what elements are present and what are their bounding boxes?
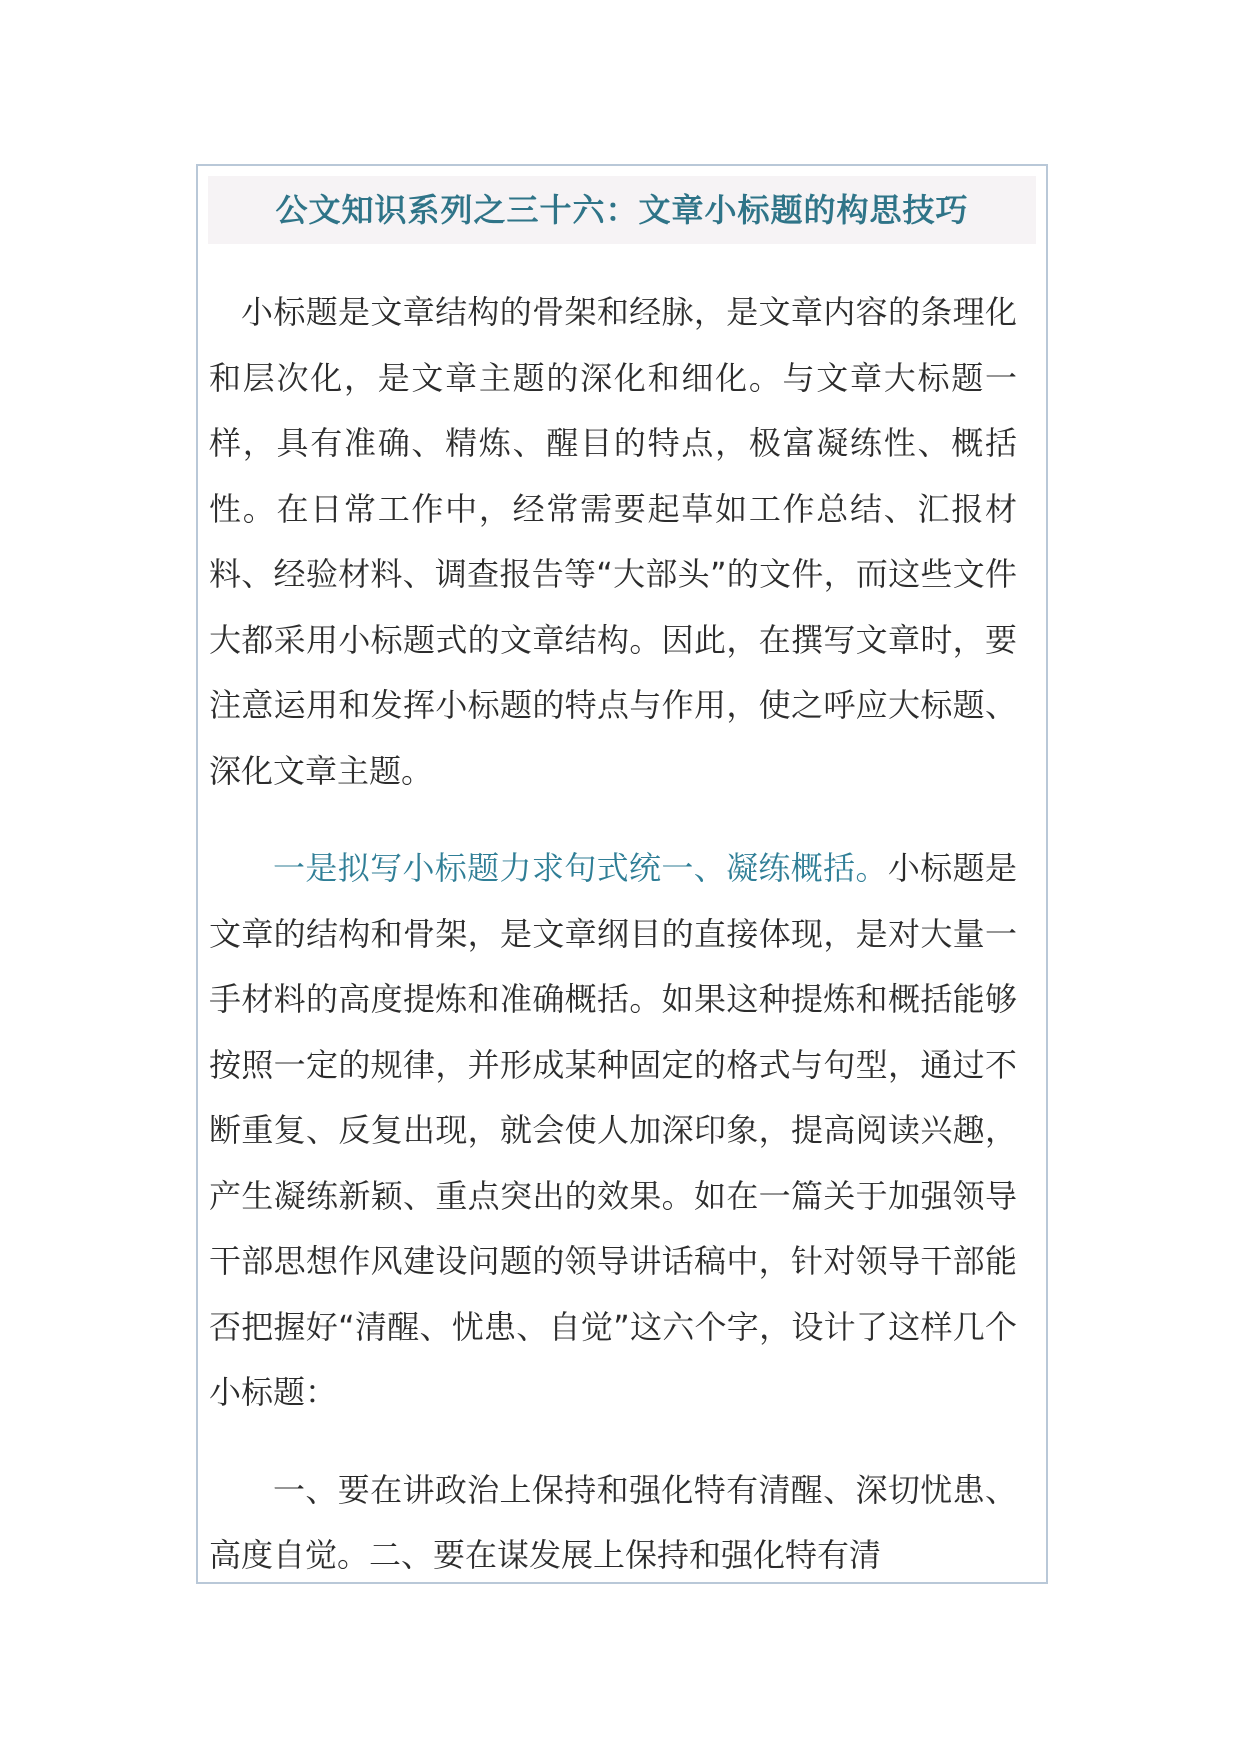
paragraph-spacer [209, 1426, 1017, 1458]
document-title: 公文知识系列之三十六：文章小标题的构思技巧 [275, 191, 969, 229]
title-band [208, 176, 1036, 244]
section-body: 小标题是文章的结构和骨架，是文章纲目的直接体现，是对大量一手材料的高度提炼和准确概括。如果这种提炼和概括能够按照一定的规律，并形成某种固定的格式与句型，通过不断重复、反复出现，就会使人加深印象，提高阅读兴趣，产生凝练新颖、重点突出的效果。如在一篇关于加强领导干部思想作风建设问题的领导讲话稿中，针对领导干部能否把握好“清醒、忧患、自觉”这六个字，设计了这样几个小标题： [209, 849, 1017, 1411]
section-heading: 一是拟写小标题力求句式统一、凝练概括。 [273, 849, 888, 887]
section-paragraph [209, 836, 1017, 1426]
example-paragraph: 一、要在讲政治上保持和强化特有清醒、深切忧患、高度自觉。二、要在谋发展上保持和强化特有清 [209, 1470, 1017, 1574]
intro-paragraph: 小标题是文章结构的骨架和经脉，是文章内容的条理化和层次化，是文章主题的深化和细化。与文章大标题一样，具有准确、精炼、醒目的特点，极富凝练性、概括性。在日常工作中，经常需要起草如工作总结、汇报材料、经验材料、调查报告等“大部头”的文件，而这些文件大都采用小标题式的文章结构。因此，在撰写文章时，要注意运用和发挥小标题的特点与作用，使之呼应大标题、深化文章主题。 [209, 293, 1017, 790]
document-body [209, 280, 1017, 1584]
paragraph-spacer [209, 804, 1017, 836]
document-frame [196, 164, 1048, 1584]
